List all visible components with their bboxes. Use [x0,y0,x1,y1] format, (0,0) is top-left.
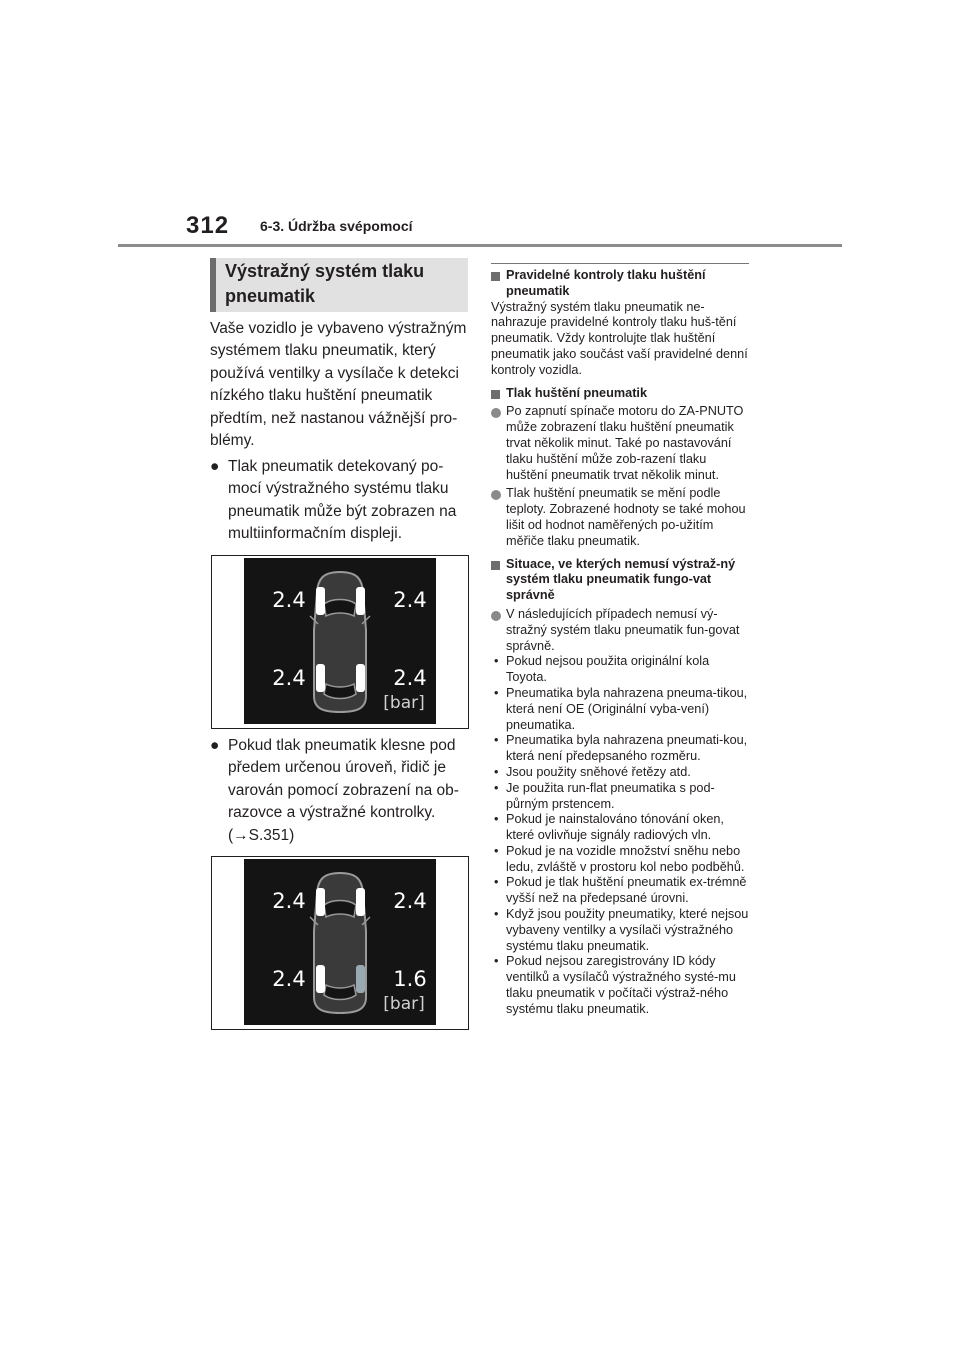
subheading-inflation-pressure [491,386,751,402]
subheading-text: Pravidelné kontroly tlaku huštění pneumatik [506,268,706,298]
list-item [491,607,751,654]
list-item-text: Tlak huštění pneumatik se mění podle teploty. Zobrazené hodnoty se také mohou lišit od hodnot naměřených po-užitím měřiče tlaku pneumatik. [506,486,746,548]
dot-bullet-icon: • [494,875,499,890]
list-item [491,765,751,781]
list-item-text: Pneumatika byla nahrazena pneumati-kou, která není předepsaného rozměru. [506,733,748,764]
bullet-display-info [210,456,468,546]
heading-accent-bar [210,258,216,312]
multi-information-display [244,558,436,724]
bullet-text: Pokud tlak pneumatik klesne pod předem určenou úroveň, řidič je varován pomocí zobrazení na ob-razovce a výstražné kontrolky. [228,737,459,822]
dot-bullet-icon: • [494,685,499,700]
dot-bullet-icon: • [494,907,499,922]
list-item-text: Když jsou použity pneumatiky, které nejsou vybaveny ventilky a vysílači výstražného systému tlaku pneumatik. [506,907,749,953]
dot-bullet-icon: • [494,780,499,795]
list-item [491,733,751,765]
bullet-text: Tlak pneumatik detekovaný po-mocí výstražného systému tlaku pneumatik může být zobrazen na multiinformačním displeji. [228,458,457,543]
pressure-value-rear-left: 2.4 [272,666,306,690]
windshield-icon [324,901,356,918]
pressure-unit-label: [bar] [383,693,425,713]
circle-bullet-icon [491,611,501,621]
list-item [491,781,751,813]
tire-rear-left-icon [316,664,325,692]
paragraph: Výstražný systém tlaku pneumatik ne-nahrazuje pravidelné kontroly tlaku huš-tění pneumatik. Vždy kontrolujte tlak huštění pneumatik jako součást vaší pravidelné denní kontroly vozidla. [491,299,748,377]
dot-bullet-icon: • [494,654,499,669]
subheading-regular-checks [491,268,751,300]
list-item [491,812,751,844]
list-item-text: Pokud je na vozidle množství sněhu nebo ledu, zvláště v prostoru kol nebo podběhů. [506,843,745,874]
list-item-text: Jsou použity sněhové řetězy atd. [506,764,691,779]
list-item [491,907,751,954]
tire-front-right-icon [356,888,365,916]
notes-column [491,262,751,1018]
list-item [491,844,751,876]
bullet-icon: ● [210,458,220,475]
tire-rear-right-icon [356,664,365,692]
section-heading [210,258,468,312]
page-reference: (→S.351) [228,826,295,844]
list-item-text: Po zapnutí spínače motoru do ZA-PNUTO může zobrazení tlaku huštění pneumatik trvat několik minut. Také po nastavování tlaku huštění může zob-razení tlaku huštění pneumatik trvat několik minut. [506,404,744,482]
list-item [491,404,751,483]
list-item [491,954,751,1017]
tire-front-left-icon [316,888,325,916]
subheading-text: Situace, ve kterých nemusí výstraž-ný systém tlaku pneumatik fungo-vat správně [506,556,736,603]
list-item-text: Pneumatika byla nahrazena pneuma-tikou, která není OE (Originální vyba-vení) pneumatika. [506,685,748,732]
pressure-value-front-left: 2.4 [272,889,306,913]
header-divider [118,244,842,247]
pressure-value-rear-left: 2.4 [272,967,306,991]
tire-rear-left-icon [316,965,325,993]
heading-title: Výstražný systém tlaku pneumatik [225,261,425,306]
tire-pressure-figure-low [211,856,469,1030]
square-bullet-icon [491,390,500,399]
multi-information-display [244,859,436,1025]
pressure-value-front-left: 2.4 [272,588,306,612]
list-item-text: V následujících případech nemusí vý-stražný systém tlaku pneumatik fun-govat správně. [506,606,740,653]
intro-paragraph: Vaše vozidlo je vybaveno výstražným systémem tlaku pneumatik, který používá ventilky a vysílače k detekci nízkého tlaku huštění pneumatik předtím, než nastanou vážnější pro-blémy. [210,320,467,450]
dot-bullet-icon: • [494,764,499,779]
tire-front-right-icon [356,587,365,615]
circle-bullet-icon [491,408,501,418]
windshield-icon [324,600,356,617]
list-item [491,875,751,907]
dot-bullet-icon: • [494,954,499,969]
subheading-malfunction-situations [491,557,751,604]
list-item-text: Pokud nejsou zaregistrovány ID kódy ventilků a vysílačů výstražného systé-mu tlaku pneumatik v počítači výstraž-ného systému tlaku pneumatik. [506,954,736,1016]
pressure-value-front-right: 2.4 [393,588,427,612]
dot-bullet-icon: • [494,812,499,827]
tire-rear-right-icon [356,965,365,993]
list-item-text: Je použita run-flat pneumatika s pod-půrným prstencem. [506,780,715,811]
list-item-text: Pokud je nainstalováno tónování oken, které ovlivňuje signály radiových vln. [506,812,724,843]
list-item [491,486,751,549]
pressure-unit-label: [bar] [383,994,425,1014]
pressure-value-rear-right: 1.6 [393,967,427,991]
bullet-icon: ● [210,737,220,754]
square-bullet-icon [491,561,500,570]
subheading-text: Tlak huštění pneumatik [506,385,647,400]
tire-pressure-figure-normal [211,555,469,729]
circle-bullet-icon [491,490,501,500]
dot-bullet-icon: • [494,843,499,858]
list-item-text: Pokud je tlak huštění pneumatik ex-trémně vyšší než na předepsané úrovni. [506,875,747,906]
section-title: 6-3. Údržba svépomocí [260,218,413,234]
pressure-value-front-right: 2.4 [393,889,427,913]
pressure-value-rear-right: 2.4 [393,666,427,690]
list-item-text: Pokud nejsou použita originální kola Toyota. [506,654,710,685]
page-number: 312 [186,212,230,239]
bullet-warning-info [210,735,468,847]
dot-bullet-icon: • [494,733,499,748]
list-item [491,686,751,733]
square-bullet-icon [491,272,500,281]
tire-front-left-icon [316,587,325,615]
list-item [491,654,751,686]
